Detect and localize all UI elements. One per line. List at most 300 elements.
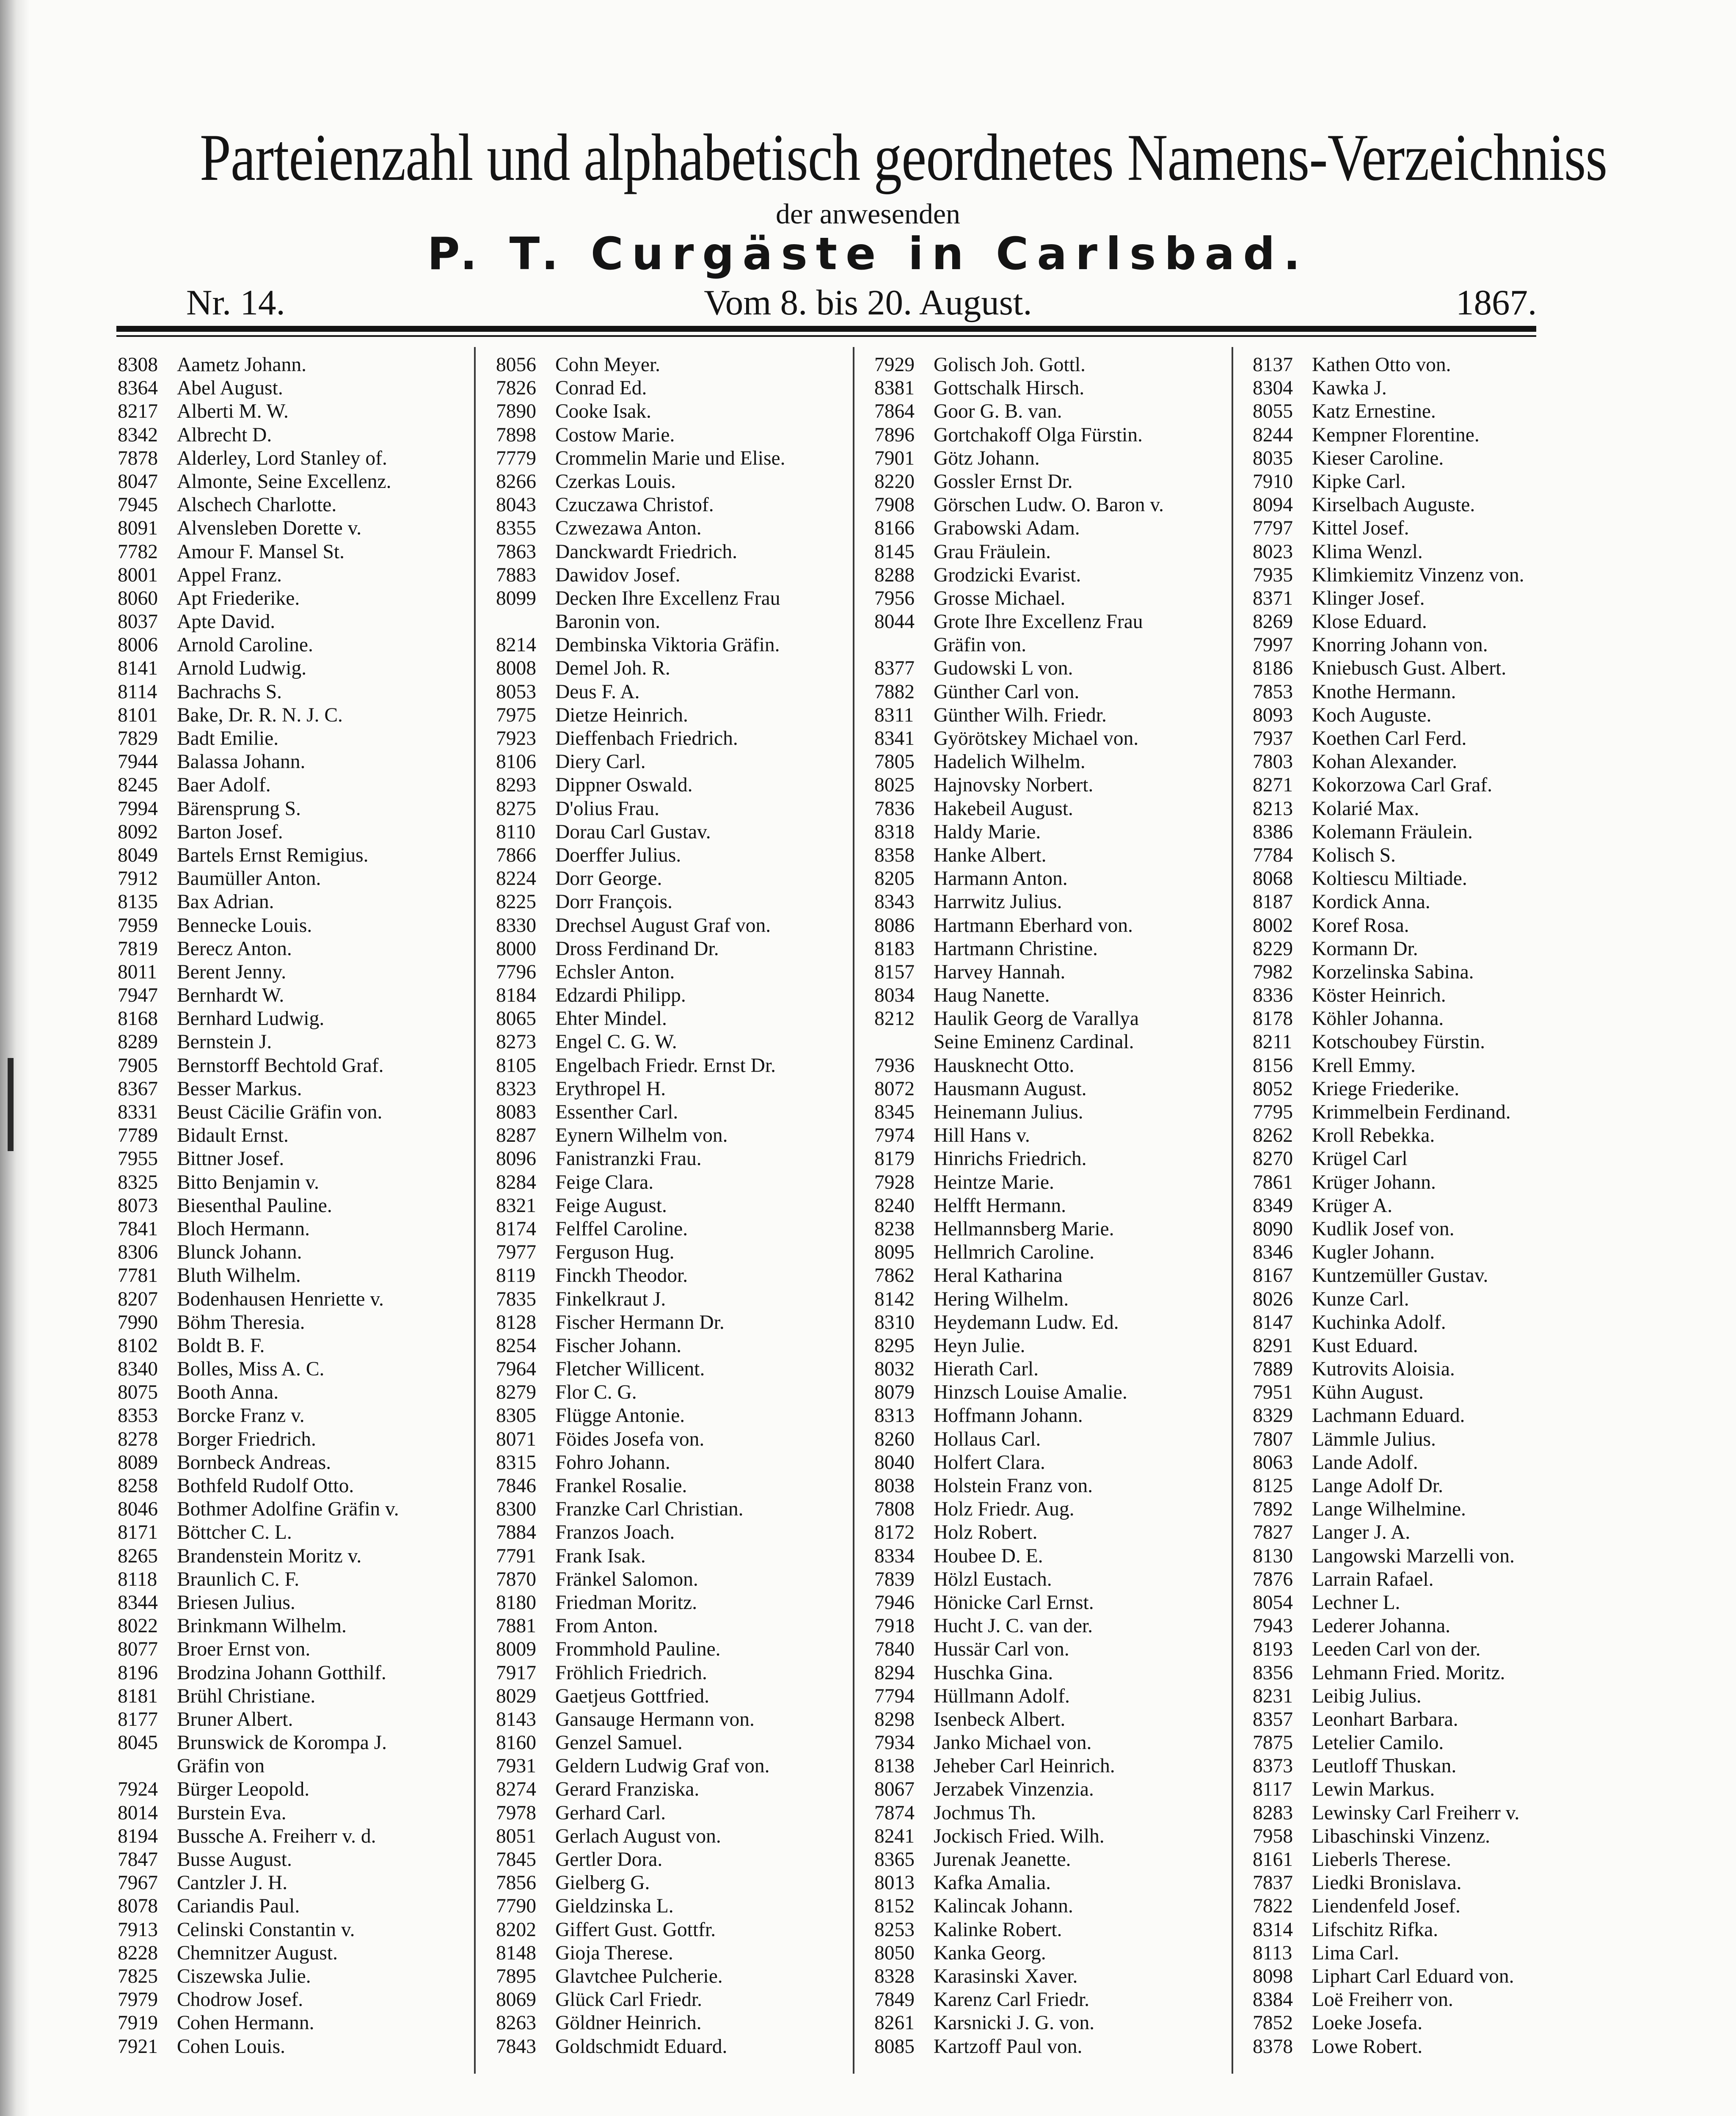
guest-name: Bolles, Miss A. C. bbox=[177, 1358, 325, 1380]
guest-name: Heinemann Julius. bbox=[934, 1101, 1083, 1123]
list-item bbox=[496, 400, 877, 423]
party-number: 8266 bbox=[496, 470, 536, 493]
party-number: 7936 bbox=[874, 1054, 915, 1077]
party-number: 8023 bbox=[1253, 540, 1293, 563]
guest-name: Fränkel Salomon. bbox=[555, 1568, 698, 1590]
party-number: 8026 bbox=[1253, 1288, 1293, 1310]
party-number: 8274 bbox=[496, 1778, 536, 1801]
list-item bbox=[1253, 1895, 1634, 1918]
list-item bbox=[874, 1802, 1255, 1825]
party-number: 8099 bbox=[496, 587, 536, 609]
party-number: 8145 bbox=[874, 540, 915, 563]
list-item bbox=[118, 1194, 499, 1218]
guest-name: Czerkas Louis. bbox=[555, 470, 676, 493]
party-number: 8172 bbox=[874, 1521, 915, 1544]
party-number: 8244 bbox=[1253, 424, 1293, 446]
guest-name: Kust Eduard. bbox=[1312, 1334, 1418, 1357]
guest-name: Krell Emmy. bbox=[1312, 1054, 1416, 1077]
list-item bbox=[874, 1638, 1255, 1661]
party-number bbox=[874, 634, 934, 657]
guest-name: Kathen Otto von. bbox=[1312, 354, 1451, 376]
list-item bbox=[874, 727, 1255, 750]
party-number: 7803 bbox=[1253, 751, 1293, 773]
guest-name: Hausknecht Otto. bbox=[934, 1054, 1075, 1077]
guest-name: Ehter Mindel. bbox=[555, 1008, 667, 1030]
list-item bbox=[496, 1638, 877, 1661]
guest-name: Cantzler J. H. bbox=[177, 1872, 288, 1894]
list-item bbox=[874, 1918, 1255, 1942]
guest-name: Booth Anna. bbox=[177, 1381, 279, 1404]
guest-name: Bernstorff Bechtold Graf. bbox=[177, 1054, 384, 1077]
party-number: 7908 bbox=[874, 494, 915, 516]
guest-name: Arnold Caroline. bbox=[177, 634, 313, 656]
list-item bbox=[1253, 493, 1634, 517]
guest-name: Celinski Constantin v. bbox=[177, 1918, 355, 1941]
guest-name: Hölzl Eustach. bbox=[934, 1568, 1052, 1590]
party-number: 8180 bbox=[496, 1591, 536, 1614]
guest-name: Diery Carl. bbox=[555, 751, 646, 773]
list-item bbox=[874, 1054, 1255, 1077]
party-number: 8253 bbox=[874, 1918, 915, 1941]
party-number: 8065 bbox=[496, 1008, 536, 1030]
list-item bbox=[118, 1007, 499, 1030]
party-number: 8205 bbox=[874, 868, 915, 890]
party-number: 7979 bbox=[118, 1989, 158, 2011]
party-number: 8168 bbox=[118, 1008, 158, 1030]
party-number: 8184 bbox=[496, 984, 536, 1007]
guest-name: Kempner Florentine. bbox=[1312, 424, 1480, 446]
list-item bbox=[874, 587, 1255, 610]
guest-name: Loë Freiherr von. bbox=[1312, 1989, 1453, 2011]
party-number: 8069 bbox=[496, 1989, 536, 2011]
list-item bbox=[496, 937, 877, 961]
party-number: 7889 bbox=[1253, 1358, 1293, 1380]
list-item bbox=[118, 1171, 499, 1194]
guest-name: Appel Franz. bbox=[177, 564, 282, 586]
party-number: 8181 bbox=[118, 1685, 158, 1707]
party-number: 8371 bbox=[1253, 587, 1293, 609]
guest-name: Glavtchee Pulcherie. bbox=[555, 1965, 723, 1987]
list-item bbox=[496, 1334, 877, 1358]
party-number: 8305 bbox=[496, 1405, 536, 1427]
guest-name: Cooke Isak. bbox=[555, 400, 651, 423]
party-number: 7937 bbox=[1253, 727, 1293, 749]
party-number: 7931 bbox=[496, 1755, 536, 1777]
guest-name: Finckh Theodor. bbox=[555, 1265, 688, 1287]
list-item bbox=[496, 1498, 877, 1521]
guest-name: Erythropel H. bbox=[555, 1077, 666, 1100]
party-number: 8313 bbox=[874, 1405, 915, 1427]
party-number: 8263 bbox=[496, 2012, 536, 2034]
guest-name: Kawka J. bbox=[1312, 377, 1387, 400]
guest-name: Holz Robert. bbox=[934, 1521, 1038, 1544]
party-number: 8377 bbox=[874, 657, 915, 680]
party-number: 8262 bbox=[1253, 1124, 1293, 1147]
list-item bbox=[1253, 914, 1634, 937]
party-number: 7861 bbox=[1253, 1171, 1293, 1193]
issue-year: 1867. bbox=[1456, 283, 1537, 322]
party-number: 7781 bbox=[118, 1265, 158, 1287]
guest-name: Alschech Charlotte. bbox=[177, 494, 337, 516]
list-item bbox=[118, 1077, 499, 1101]
guest-name: Alvensleben Dorette v. bbox=[177, 517, 362, 540]
list-item bbox=[118, 1521, 499, 1544]
party-number: 8135 bbox=[118, 891, 158, 913]
list-item bbox=[1253, 1194, 1634, 1218]
guest-name: Jockisch Fried. Wilh. bbox=[934, 1825, 1105, 1847]
list-item bbox=[496, 961, 877, 984]
list-item bbox=[118, 704, 499, 727]
guest-name: Götz Johann. bbox=[934, 447, 1040, 469]
list-item bbox=[874, 1428, 1255, 1451]
list-item bbox=[496, 1124, 877, 1147]
list-item bbox=[874, 447, 1255, 470]
guest-name: Günther Wilh. Friedr. bbox=[934, 704, 1107, 726]
guest-name: Chodrow Josef. bbox=[177, 1989, 303, 2011]
party-number: 8166 bbox=[874, 517, 915, 540]
party-number: 8275 bbox=[496, 797, 536, 820]
party-number: 7847 bbox=[118, 1849, 158, 1871]
list-item bbox=[496, 657, 877, 680]
list-item bbox=[118, 1708, 499, 1731]
party-number: 8270 bbox=[1253, 1148, 1293, 1170]
list-item bbox=[874, 1568, 1255, 1591]
list-item bbox=[1253, 890, 1634, 914]
list-item bbox=[1253, 1358, 1634, 1381]
list-item bbox=[118, 1334, 499, 1358]
guest-name: Göldner Heinrich. bbox=[555, 2012, 702, 2034]
guest-name: Apte David. bbox=[177, 611, 276, 633]
party-number: 8315 bbox=[496, 1451, 536, 1474]
guest-name: Hadelich Wilhelm. bbox=[934, 751, 1086, 773]
party-number: 8254 bbox=[496, 1334, 536, 1357]
party-number: 8096 bbox=[496, 1148, 536, 1170]
guest-name: Dembinska Viktoria Gräfin. bbox=[555, 634, 780, 656]
list-item bbox=[874, 1965, 1255, 1988]
party-number: 7819 bbox=[118, 937, 158, 960]
list-item bbox=[1253, 1918, 1634, 1942]
guest-name: Ciszewska Julie. bbox=[177, 1965, 311, 1987]
party-number: 8265 bbox=[118, 1545, 158, 1567]
party-number: 8318 bbox=[874, 821, 915, 843]
party-number: 8037 bbox=[118, 611, 158, 633]
guest-name: Grau Fräulein. bbox=[934, 540, 1051, 563]
party-number: 8295 bbox=[874, 1334, 915, 1357]
party-number: 8147 bbox=[1253, 1311, 1293, 1334]
list-item bbox=[118, 681, 499, 704]
name-column-2 bbox=[496, 353, 877, 2058]
list-item bbox=[874, 517, 1255, 540]
list-item bbox=[118, 937, 499, 961]
list-item bbox=[496, 774, 877, 797]
guest-name: Geldern Ludwig Graf von. bbox=[555, 1755, 770, 1777]
party-number: 8040 bbox=[874, 1451, 915, 1474]
party-number: 7796 bbox=[496, 961, 536, 983]
guest-name: Dorr George. bbox=[555, 868, 662, 890]
party-number: 7890 bbox=[496, 400, 536, 423]
list-item bbox=[118, 1661, 499, 1685]
guest-name: Kordick Anna. bbox=[1312, 891, 1430, 913]
party-number: 8148 bbox=[496, 1942, 536, 1964]
party-number: 8047 bbox=[118, 470, 158, 493]
list-item bbox=[496, 1218, 877, 1241]
list-item bbox=[874, 1404, 1255, 1427]
list-item bbox=[874, 424, 1255, 447]
list-item bbox=[496, 634, 877, 657]
list-item bbox=[496, 681, 877, 704]
list-item bbox=[1253, 1568, 1634, 1591]
name-column-4 bbox=[1253, 353, 1634, 2058]
party-number: 8055 bbox=[1253, 400, 1293, 423]
guest-name: Lachmann Eduard. bbox=[1312, 1405, 1465, 1427]
guest-name: Alberti M. W. bbox=[177, 400, 289, 423]
issue-number: Nr. 14. bbox=[186, 283, 285, 322]
guest-name: Apt Friederike. bbox=[177, 587, 300, 609]
list-item bbox=[874, 844, 1255, 867]
list-item bbox=[496, 1428, 877, 1451]
party-number: 8177 bbox=[118, 1708, 158, 1730]
party-number: 7843 bbox=[496, 2035, 536, 2058]
guest-name: Janko Michael von. bbox=[934, 1732, 1092, 1754]
guest-name: Bloch Hermann. bbox=[177, 1218, 310, 1240]
guest-name: Kalincak Johann. bbox=[934, 1895, 1073, 1918]
guest-name: Fohro Johann. bbox=[555, 1451, 670, 1474]
guest-name: Klimkiemitz Vinzenz von. bbox=[1312, 564, 1524, 586]
party-number: 8194 bbox=[118, 1825, 158, 1847]
list-item bbox=[496, 821, 877, 844]
party-number bbox=[118, 1755, 177, 1778]
list-item bbox=[874, 797, 1255, 821]
guest-name: Brunswick de Korompa J. bbox=[177, 1732, 387, 1754]
guest-name: Drechsel August Graf von. bbox=[555, 914, 771, 937]
party-number: 8171 bbox=[118, 1521, 158, 1544]
party-number: 8117 bbox=[1253, 1778, 1292, 1801]
list-item bbox=[1253, 1638, 1634, 1661]
guest-name: Bodenhausen Henriette v. bbox=[177, 1288, 384, 1310]
guest-name: Chemnitzer August. bbox=[177, 1942, 338, 1964]
party-number: 8029 bbox=[496, 1685, 536, 1707]
list-item bbox=[118, 844, 499, 867]
party-number: 8269 bbox=[1253, 611, 1293, 633]
list-item bbox=[118, 1731, 499, 1755]
guest-name: Kriege Friederike. bbox=[1312, 1077, 1460, 1100]
list-item bbox=[874, 2035, 1255, 2058]
list-item bbox=[118, 1778, 499, 1801]
guest-name: Hönicke Carl Ernst. bbox=[934, 1591, 1094, 1614]
list-item bbox=[874, 1895, 1255, 1918]
guest-name: Dorr François. bbox=[555, 891, 673, 913]
guest-name: Föides Josefa von. bbox=[555, 1428, 705, 1450]
list-item bbox=[1253, 1054, 1634, 1077]
party-number: 8278 bbox=[118, 1428, 158, 1450]
guest-name: Lifschitz Rifka. bbox=[1312, 1918, 1438, 1941]
guest-name: Bornbeck Andreas. bbox=[177, 1451, 331, 1474]
list-item bbox=[1253, 1474, 1634, 1498]
party-number: 8105 bbox=[496, 1054, 536, 1077]
guest-name: Kohan Alexander. bbox=[1312, 751, 1457, 773]
list-item bbox=[874, 1334, 1255, 1358]
guest-name: Bidault Ernst. bbox=[177, 1124, 289, 1147]
list-item bbox=[496, 727, 877, 750]
list-item bbox=[496, 704, 877, 727]
party-number: 8386 bbox=[1253, 821, 1293, 843]
guest-name: Kolarié Max. bbox=[1312, 797, 1419, 820]
list-item bbox=[496, 1942, 877, 1965]
guest-name: Jurenak Jeanette. bbox=[934, 1849, 1071, 1871]
party-number: 8089 bbox=[118, 1451, 158, 1474]
guest-name: Lämmle Julius. bbox=[1312, 1428, 1436, 1450]
list-item bbox=[118, 1311, 499, 1334]
party-number: 8073 bbox=[118, 1194, 158, 1217]
list-item bbox=[496, 867, 877, 890]
guest-name: Bernhardt W. bbox=[177, 984, 284, 1007]
guest-name: Gottschalk Hirsch. bbox=[934, 377, 1085, 400]
party-number: 7955 bbox=[118, 1148, 158, 1170]
list-item bbox=[874, 1147, 1255, 1171]
party-number bbox=[874, 1030, 934, 1054]
list-item bbox=[496, 1731, 877, 1755]
list-item bbox=[874, 377, 1255, 400]
guest-name: Hinzsch Louise Amalie. bbox=[934, 1381, 1127, 1404]
party-number: 8378 bbox=[1253, 2035, 1293, 2058]
list-item bbox=[118, 1825, 499, 1848]
list-item bbox=[1253, 1661, 1634, 1685]
list-item bbox=[496, 1965, 877, 1988]
list-item bbox=[1253, 447, 1634, 470]
party-number: 7919 bbox=[118, 2012, 158, 2034]
party-number: 8110 bbox=[496, 821, 536, 843]
list-item bbox=[1253, 1124, 1634, 1147]
party-number: 8298 bbox=[874, 1708, 915, 1730]
party-number: 8213 bbox=[1253, 797, 1293, 820]
guest-name: Bothfeld Rudolf Otto. bbox=[177, 1475, 354, 1497]
list-item bbox=[1253, 1965, 1634, 1988]
guest-name: Lande Adolf. bbox=[1312, 1451, 1418, 1474]
party-number: 7913 bbox=[118, 1918, 158, 1941]
guest-name: Conrad Ed. bbox=[555, 377, 647, 400]
guest-name: Barton Josef. bbox=[177, 821, 283, 843]
list-item bbox=[874, 1101, 1255, 1124]
party-number: 7912 bbox=[118, 868, 158, 890]
guest-name: Krüger Johann. bbox=[1312, 1171, 1436, 1193]
party-number: 7790 bbox=[496, 1895, 536, 1918]
guest-name: Haldy Marie. bbox=[934, 821, 1041, 843]
party-number: 8013 bbox=[874, 1872, 915, 1894]
list-item bbox=[118, 1288, 499, 1311]
guest-name: Glück Carl Friedr. bbox=[555, 1989, 702, 2011]
list-item bbox=[496, 844, 877, 867]
party-number: 8106 bbox=[496, 751, 536, 773]
guest-name: Franzos Joach. bbox=[555, 1521, 675, 1544]
list-item bbox=[118, 821, 499, 844]
party-number: 8014 bbox=[118, 1802, 158, 1824]
guest-name: Bruner Albert. bbox=[177, 1708, 293, 1730]
list-item bbox=[874, 1030, 1255, 1054]
guest-name: Heintze Marie. bbox=[934, 1171, 1054, 1193]
party-number: 7881 bbox=[496, 1615, 536, 1637]
guest-name: Hering Wilhelm. bbox=[934, 1288, 1069, 1310]
guest-name: Leeden Carl von der. bbox=[1312, 1638, 1481, 1661]
party-number: 8353 bbox=[118, 1405, 158, 1427]
party-number: 7862 bbox=[874, 1265, 915, 1287]
header-rule-thin bbox=[116, 335, 1536, 337]
party-number: 7870 bbox=[496, 1568, 536, 1590]
guest-name: Deus F. A. bbox=[555, 681, 640, 703]
guest-name: Golisch Joh. Gottl. bbox=[934, 354, 1086, 376]
guest-name: Korzelinska Sabina. bbox=[1312, 961, 1474, 983]
party-number: 8142 bbox=[874, 1288, 915, 1310]
guest-name: Kuntzemüller Gustav. bbox=[1312, 1265, 1488, 1287]
party-number: 8063 bbox=[1253, 1451, 1293, 1474]
list-item bbox=[1253, 1030, 1634, 1054]
list-item bbox=[1253, 797, 1634, 821]
party-number: 8279 bbox=[496, 1381, 536, 1404]
guest-name: Liendenfeld Josef. bbox=[1312, 1895, 1460, 1918]
party-number: 8367 bbox=[118, 1077, 158, 1100]
party-number: 8357 bbox=[1253, 1708, 1293, 1730]
party-number: 7853 bbox=[1253, 681, 1293, 703]
guest-name: Gudowski L von. bbox=[934, 657, 1073, 680]
party-number: 8092 bbox=[118, 821, 158, 843]
list-item bbox=[874, 540, 1255, 564]
guest-name: Essenther Carl. bbox=[555, 1101, 678, 1123]
list-item bbox=[496, 1568, 877, 1591]
guest-name: Grabowski Adam. bbox=[934, 517, 1080, 540]
list-item bbox=[1253, 1077, 1634, 1101]
list-item bbox=[1253, 1007, 1634, 1030]
list-item bbox=[496, 1918, 877, 1942]
guest-name: Kokorzowa Carl Graf. bbox=[1312, 774, 1493, 796]
list-item bbox=[496, 1521, 877, 1544]
guest-name: Liedki Bronislava. bbox=[1312, 1872, 1462, 1894]
party-number: 7789 bbox=[118, 1124, 158, 1147]
party-number: 7918 bbox=[874, 1615, 915, 1637]
guest-name: Loeke Josefa. bbox=[1312, 2012, 1423, 2034]
party-number: 7997 bbox=[1253, 634, 1293, 656]
list-item bbox=[118, 1755, 499, 1778]
guest-name: Baumüller Anton. bbox=[177, 868, 321, 890]
list-item bbox=[874, 1288, 1255, 1311]
party-number: 7791 bbox=[496, 1545, 536, 1567]
party-number: 8289 bbox=[118, 1031, 158, 1053]
party-number: 8342 bbox=[118, 424, 158, 446]
guest-name: Dieffenbach Friedrich. bbox=[555, 727, 738, 749]
guest-name: Dross Ferdinand Dr. bbox=[555, 937, 719, 960]
guest-name: Holz Friedr. Aug. bbox=[934, 1498, 1075, 1521]
party-number: 8343 bbox=[874, 891, 915, 913]
list-item bbox=[1253, 1218, 1634, 1241]
party-number: 8183 bbox=[874, 937, 915, 960]
list-item bbox=[874, 1778, 1255, 1801]
guest-name: Hill Hans v. bbox=[934, 1124, 1030, 1147]
list-item bbox=[874, 1545, 1255, 1568]
guest-name: Hellmrich Caroline. bbox=[934, 1241, 1094, 1264]
list-item bbox=[874, 681, 1255, 704]
party-number: 8161 bbox=[1253, 1849, 1293, 1871]
guest-name: Lange Wilhelmine. bbox=[1312, 1498, 1466, 1521]
list-item bbox=[1253, 1311, 1634, 1334]
guest-name: Köster Heinrich. bbox=[1312, 984, 1446, 1007]
list-item bbox=[874, 750, 1255, 774]
name-column-1 bbox=[118, 353, 499, 2058]
party-number: 8009 bbox=[496, 1638, 536, 1661]
guest-name: Helfft Hermann. bbox=[934, 1194, 1066, 1217]
guest-name: Broer Ernst von. bbox=[177, 1638, 311, 1661]
guest-name: Biesenthal Pauline. bbox=[177, 1194, 332, 1217]
list-item bbox=[1253, 750, 1634, 774]
list-item bbox=[1253, 1241, 1634, 1264]
list-item bbox=[118, 984, 499, 1007]
